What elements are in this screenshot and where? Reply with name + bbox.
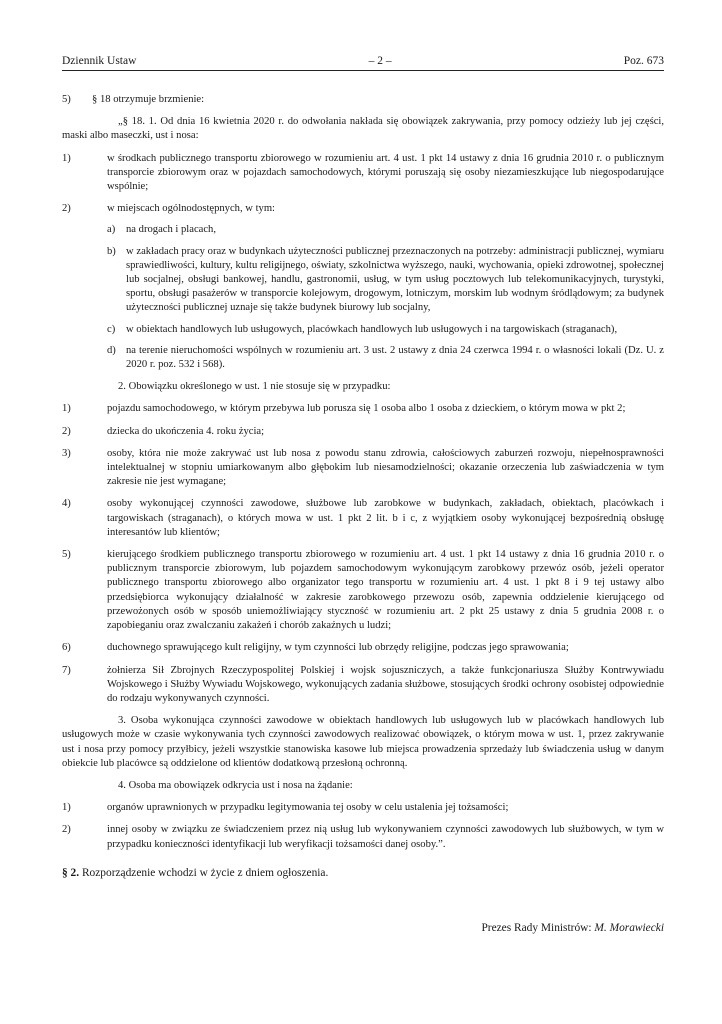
final-provision [62, 866, 664, 880]
paragraph-4-intro: 4. Osoba ma obowiązek odkrycia ust i nosa na żądanie: [118, 779, 353, 791]
list-item [62, 664, 664, 707]
signature-name: M. Morawiecki [594, 922, 664, 934]
sub-item-text: na terenie nieruchomości wspólnych w rozumieniu art. 3 ust. 2 ustawy z dnia 24 czerwca 1994 r. o własności lokali (Dz. U. z 2020 r. poz. 532 i 568). [126, 344, 664, 371]
item-text: organów uprawnionych w przypadku legitymowania tej osoby w celu ustalenia jej tożsamości; [107, 802, 509, 814]
sub-item-text: na drogach i placach, [126, 224, 217, 236]
item-number: 5) [62, 549, 71, 561]
item-number: 4) [62, 498, 71, 510]
list-item [62, 425, 664, 439]
document-body [62, 93, 664, 880]
final-provision-text: Rozporządzenie wchodzi w życie z dniem ogłoszenia. [81, 866, 329, 879]
amendment-point [62, 93, 664, 107]
amendment-text: § 18 otrzymuje brzmienie: [92, 94, 205, 105]
item-text: w miejscach ogólnodostępnych, w tym: [107, 203, 275, 215]
sub-item-letter: b) [107, 245, 116, 257]
sub-item [107, 223, 664, 237]
item-text: dziecka do ukończenia 4. roku życia; [107, 425, 265, 437]
item-number: 2) [62, 425, 71, 437]
amendment-number: 5) [62, 94, 71, 105]
item-number: 2) [62, 203, 71, 215]
item-text: w środkach publicznego transportu zbiorowego w rozumieniu art. 4 ust. 1 pkt 14 ustawy z dnia 16 grudnia 2010 r. o publicznym transporcie zbiorowym oraz w pojazdach samochodowych, którymi poruszają się osoby niezamieszkujące lub niegospodarujące wspólnie; [107, 152, 664, 193]
item-text: osoby, która nie może zakrywać ust lub nosa z powodu stanu zdrowia, całościowych zaburzeń rozwoju, niepełnosprawności intelektualnej w stopniu umiarkowanym albo głębokim lub niesamodzielności; okazanie orzeczenia lub zaświadczenia w tym zakresie nie jest wymagane; [107, 447, 664, 488]
item-number: 7) [62, 664, 71, 676]
list-item [62, 823, 664, 851]
page-number: – 2 – [368, 55, 392, 67]
item-number: 6) [62, 642, 71, 654]
paragraph-2-intro: 2. Obowiązku określonego w ust. 1 nie stosuje się w przypadku: [118, 381, 391, 393]
item-number: 2) [62, 824, 71, 836]
paragraph-3: 3. Osoba wykonująca czynności zawodowe w obiektach handlowych lub usługowych lub w placówkach handlowych lub usługowych może w czasie wykonywania tych czynności zawodowych realizować obowiązek, o którym mowa w ust. 1, przez zakrywanie ust i nosa przy pomocy przyłbicy, jeżeli wszystkie stanowiska kasowe lub miejsca prowadzenia sprzedaży lub świadczenia usług w danym obiekcie lub placówce są oddzielone od klientów dodatkową przesłoną ochronną. [62, 715, 664, 769]
list-item [62, 801, 664, 815]
sub-item [107, 323, 664, 337]
sub-item-letter: c) [107, 323, 116, 335]
position-number: Poz. 673 [623, 55, 664, 67]
item-number: 1) [62, 802, 71, 814]
list-item [62, 402, 664, 416]
final-provision-label: § 2. [62, 866, 80, 879]
document-page [62, 54, 664, 934]
paragraph-1-intro: „§ 18. 1. Od dnia 16 kwietnia 2020 r. do odwołania nakłada się obowiązek zakrywania, przy pomocy odzieży lub jej części, maski albo maseczki, ust i nosa: [62, 116, 664, 142]
list-item [62, 447, 664, 490]
signature-role: Prezes Rady Ministrów: [481, 922, 592, 934]
item-number: 1) [62, 152, 71, 164]
sub-item [107, 245, 664, 316]
item-text: osoby wykonującej czynności zawodowe, służbowe lub zarobkowe w budynkach, zakładach, obiektach, placówkach i targowiskach (straganach), o których mowa w ust. 1 pkt 2 lit. b i c, z wyjątkiem osoby wykonującej bezpośrednią obsługę interesantów lub klientów; [107, 498, 664, 538]
item-text: duchownego sprawującego kult religijny, w tym czynności lub obrzędy religijne, podczas jego sprawowania; [107, 642, 569, 654]
signature [481, 922, 664, 934]
item-number: 3) [62, 447, 71, 459]
item-text: żołnierza Sił Zbrojnych Rzeczypospolitej Polskiej i wojsk sojuszniczych, a także funkcjonariusza Służby Kontrwywiadu Wojskowego i Służby Wywiadu Wojskowego, wykonujących zadania służbowe, stosujących środki ochrony osobistej odpowiednie do rodzaju wykonywanych czynności. [107, 664, 664, 704]
item-text: kierującego środkiem publicznego transportu zbiorowego w rozumieniu art. 4 ust. 1 pkt 14 ustawy z dnia 16 grudnia 2010 r. o publicznym transporcie zbiorowym, lub pojazdem samochodowym wykonującym zarobkowy przewóz osób, jeżeli operator publicznego transportu zbiorowego albo organizator tego transportu w rozumieniu art. 4 ust. 1 pkt 8 i 9 tej ustawy albo przedsiębiorca wykonujący działalność w zakresie zarobkowego przewozu osób, zapewnia oddzielenie kierującego od przewożonych osób w sposób uniemożliwiający styczność w rozumieniu art. 2 pkt 25 ustawy z dnia 5 grudnia 2008 r. o zapobieganiu oraz zwalczaniu zakażeń i chorób zakaźnych u ludzi; [107, 549, 664, 632]
list-item [62, 152, 664, 195]
sub-item [107, 344, 664, 372]
sub-item-letter: d) [107, 344, 116, 356]
item-text: innej osoby w związku ze świadczeniem przez nią usług lub wykonywaniem czynności zawodowych lub służbowych, w tym w przypadku konieczności identyfikacji lub weryfikacji tożsamości danej osoby.”. [107, 824, 664, 850]
page-header [62, 54, 664, 71]
list-item [62, 497, 664, 540]
sub-item-letter: a) [107, 224, 116, 236]
item-number: 1) [62, 403, 71, 415]
sub-item-text: w obiektach handlowych lub usługowych, placówkach handlowych lub usługowych i na targowiskach (straganach), [126, 323, 618, 335]
item-text: pojazdu samochodowego, w którym przebywa lub porusza się 1 osoba albo 1 osoba z dzieckiem, o którym mowa w pkt 2; [107, 403, 626, 415]
sub-item-text: w zakładach pracy oraz w budynkach użyteczności publicznej przeznaczonych na potrzeby: administracji publicznej, wymiaru sprawiedliwości, kultury, kultu religijnego, oświaty, szkolnictwa wyższego, nauki, wychowania, opieki zdrowotnej, społecznej lub socjalnej, obsługi bankowej, handlu, gastronomii, usług, w tym usług pocztowych lub telekomunikacyjnych, turystyki, sportu, obsługi pasażerów w transporcie kolejowym, drogowym, lotniczym, morskim lub wodnym śródlądowym; za budynek użyteczności publicznej uznaje się także budynek biurowy lub socjalny, [126, 245, 664, 314]
list-item [62, 202, 664, 216]
list-item [62, 548, 664, 633]
list-item [62, 641, 664, 655]
journal-title: Dziennik Ustaw [62, 55, 137, 67]
